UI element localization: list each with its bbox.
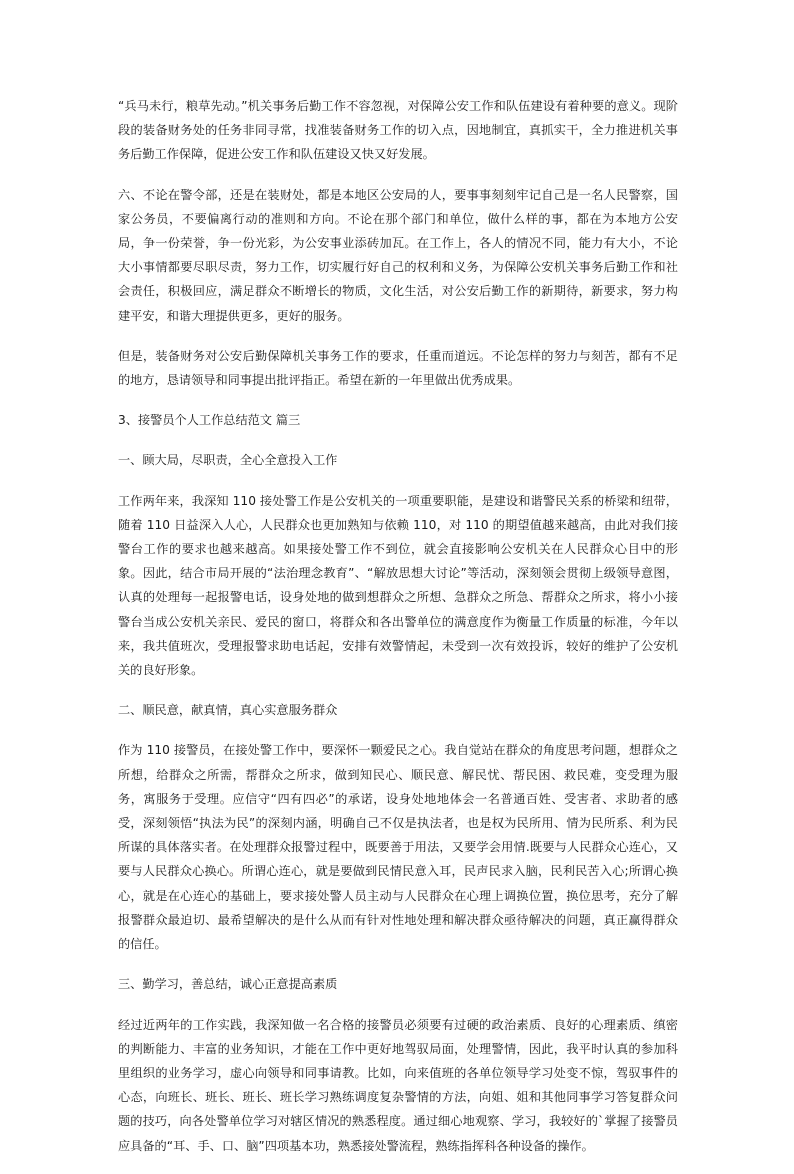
section-heading: 一、顾大局，尽职责，全心全意投入工作 (118, 453, 338, 468)
paragraph: 作为 110 接警员，在接处警工作中，要深怀一颗爱民之心。我自觉站在群众的角度思考问题，想群众之所想，给群众之所需，帮群众之所求，做到知民心、顺民意、解民忧、帮民困、救民难，变受理为服务，寓服务于受理。应信守“四有四必”的承诺，设身处地地体会一名普通百姓、受害者、求助者的感受，深刻领悟“执法为民”的深刻内涵，明确自己不仅是执法者，也是权为民所用、情为民所系、利为民所谋的具体落实者。在处理群众报警过程中，既要善于用法，又要学会用情.既要与人民群众心连心，又要与人民群众心换心。所谓心连心，就是要做到民情民意入耳，民声民求入脑，民利民苦入心;所谓心换心，就是在心连心的基础上，要求接处警人员主动与人民群众在心理上调换位置，换位思考，充分了解报警群众最迫切、最希望解决的是什么从而有针对性地处理和解决群众亟待解决的问题，真正赢得群众的信任。 (118, 743, 678, 952)
paragraph: 但是，装备财务对公安后勤保障机关事务工作的要求，任重而道远。不论怎样的努力与刻苦，都有不足的地方，恳请领导和同事提出批评指正。希望在新的一年里做出优秀成果。 (118, 348, 678, 388)
paragraph: “兵马未行，粮草先动。”机关事务后勤工作不容忽视，对保障公安工作和队伍建设有着种要的意义。现阶段的装备财务处的任务非同寻常，找准装备财务工作的切入点，因地制宜，真抓实干，全力推进机关事务后勤工作保障，促进公安工作和队伍建设又快又好发展。 (118, 99, 678, 162)
paragraph: 工作两年来，我深知 110 接处警工作是公安机关的一项重要职能，是建设和谐警民关系的桥梁和纽带，随着 110 日益深入人心，人民群众也更加熟知与依赖 110，对 110 的期望值越来越高，由此对我们接警台工作的要求也越来越高。如果接处警工作不到位，就会直接影响公安机关在人民群众心目中的形象。因此，结合市局开展的“法治理念教育”、“解放思想大讨论”等活动，深刻领会贯彻上级领导意图，认真的处理每一起报警电话，设身处地的做到想群众之所想、急群众之所急、帮群众之所求，将小小接警台当成公安机关亲民、爱民的窗口，将群众和各出警单位的满意度作为衡量工作质量的标准，今年以来，我共值班次，受理报警求助电话起，安排有效警情起，未受到一次有效投诉，较好的维护了公安机关的良好形象。 (118, 493, 678, 678)
section-title: 3、接警员个人工作总结范文 篇三 (118, 413, 301, 428)
document-page (118, 94, 678, 1174)
paragraph: 六、不论在警令部，还是在装财处，都是本地区公安局的人，要事事刻刻牢记自己是一名人民警察，国家公务员，不要偏离行动的准则和方向。不论在那个部门和单位，做什么样的事，都在为本地方公安局，争一份荣誉，争一份光彩，为公安事业添砖加瓦。在工作上，各人的情况不同，能力有大小，不论大小事情都要尽职尽责，努力工作，切实履行好自己的权利和义务，为保障公安机关事务后勤工作和社会责任，积极回应，满足群众不断增长的物质，文化生活，对公安后勤工作的新期待，新要求，努力构建平安，和谐大理提供更多，更好的服务。 (118, 187, 678, 323)
section-heading: 二、顺民意，献真情，真心实意服务群众 (118, 703, 338, 718)
paragraph: 经过近两年的工作实践，我深知做一名合格的接警员必须要有过硬的政治素质、良好的心理素质、缜密的判断能力、丰富的业务知识，才能在工作中更好地驾驭局面，处理警情，因此，我平时认真的参加科里组织的业务学习，虚心向领导和同事请教。比如，向来值班的各单位领导学习处变不惊，驾驭事件的心态，向班长、班长、班长、班长学习熟练调度复杂警情的方法，向姐、姐和其他同事学习答复群众问题的技巧，向各处警单位学习对辖区情况的熟悉程度。通过细心地观察、学习，我较好的`掌握了接警员应具备的“耳、手、口、脑”四项基本功，熟悉接处警流程，熟练指挥科各种设备的操作。 (118, 1017, 678, 1153)
section-heading: 三、勤学习，善总结，诚心正意提高素质 (118, 977, 338, 992)
